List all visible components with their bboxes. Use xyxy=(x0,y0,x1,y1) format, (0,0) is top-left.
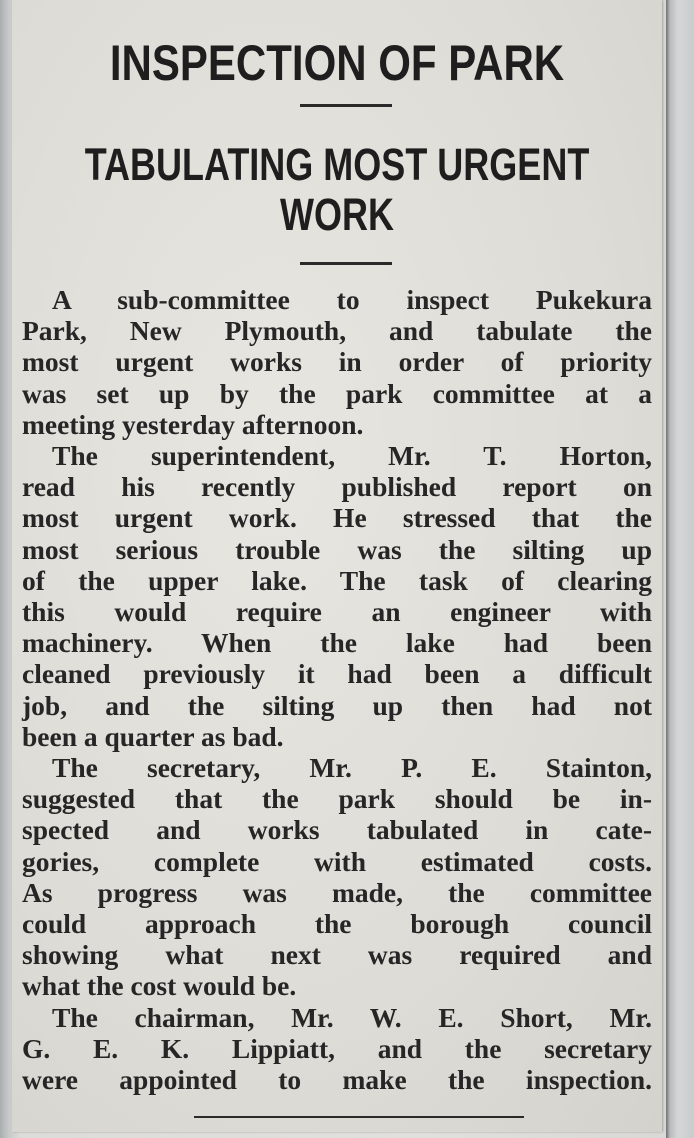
text-line: The superintendent, Mr. T. Horton, xyxy=(52,440,652,472)
text-line: were appointed to make the inspection. xyxy=(22,1064,652,1096)
subheadline-line: TABULATING MOST URGENT xyxy=(84,139,590,190)
text-line: cleaned previously it had been a difficult xyxy=(22,658,652,690)
text-line: showing what next was required and xyxy=(22,939,652,971)
paragraph-2 xyxy=(22,440,652,752)
text-line: read his recently published report on xyxy=(22,471,652,503)
text-line: suggested that the park should be in- xyxy=(22,783,652,815)
newspaper-clipping xyxy=(12,0,662,1132)
text-line: gories, complete with estimated costs. xyxy=(22,845,652,877)
subheadline-divider xyxy=(300,262,392,265)
text-line: been a quarter as bad. xyxy=(22,720,284,752)
text-line: most serious trouble was the silting up xyxy=(22,533,652,565)
text-line: machinery. When the lake had been xyxy=(22,627,652,659)
headline: INSPECTION OF PARK xyxy=(109,35,565,91)
text-line: As progress was made, the committee xyxy=(22,876,652,908)
paragraph-4 xyxy=(22,1002,652,1096)
paragraph-1 xyxy=(22,284,652,440)
subheadline xyxy=(77,140,597,240)
text-line: of the upper lake. The task of clearing xyxy=(22,564,652,596)
text-line: could approach the borough council xyxy=(22,908,652,940)
text-line: most urgent works in order of priority xyxy=(22,346,652,378)
text-line: was set up by the park committee at a xyxy=(22,377,652,409)
headline-divider xyxy=(300,104,392,107)
text-line: job, and the silting up then had not xyxy=(22,689,652,721)
text-line: The chairman, Mr. W. E. Short, Mr. xyxy=(52,1001,652,1033)
paragraph-3 xyxy=(22,752,652,1002)
page-edge xyxy=(666,0,694,1138)
text-line: this would require an engineer with xyxy=(22,596,652,628)
article-end-rule xyxy=(194,1116,524,1118)
article-body xyxy=(22,284,652,1095)
text-line: what the cost would be. xyxy=(22,970,297,1002)
text-line: spected and works tabulated in cate- xyxy=(22,814,652,846)
text-line: meeting yesterday afternoon. xyxy=(22,408,364,440)
text-line: G. E. K. Lippiatt, and the secretary xyxy=(22,1032,652,1064)
text-line: Park, New Plymouth, and tabulate the xyxy=(22,315,652,347)
text-line: The secretary, Mr. P. E. Stainton, xyxy=(52,752,652,784)
text-line: most urgent work. He stressed that the xyxy=(22,502,652,534)
text-line: A sub-committee to inspect Pukekura xyxy=(52,284,652,315)
subheadline-line: WORK xyxy=(280,189,394,240)
